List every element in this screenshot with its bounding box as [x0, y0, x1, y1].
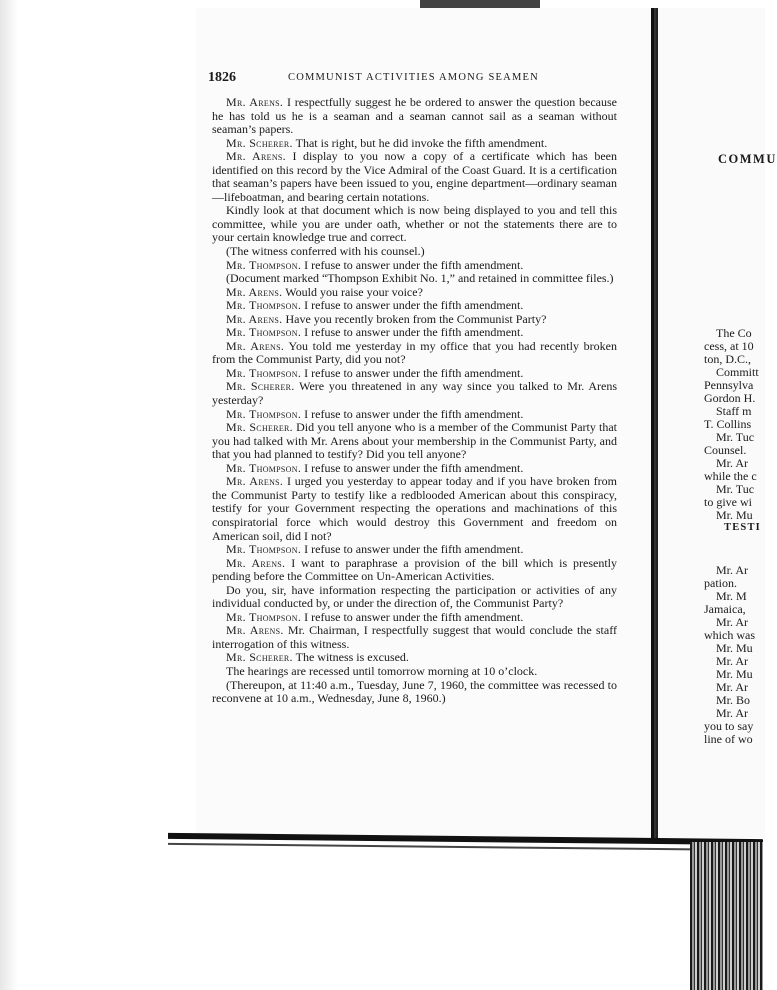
speaker-name: Mr. Thompson.: [226, 406, 302, 421]
speaker-name: Mr. Arens.: [226, 95, 284, 109]
transcript-paragraph: [212, 137, 617, 151]
right-page-line: which was: [704, 628, 755, 642]
paragraph-text: I refuse to answer under the fifth amendment.: [301, 325, 524, 340]
right-page-line: Mr. Tuc: [716, 430, 755, 444]
transcript-paragraph: [212, 272, 617, 286]
paragraph-text: I refuse to answer under the fifth amendment.: [301, 257, 524, 272]
transcript-paragraph: [212, 665, 617, 679]
transcript-paragraph: [212, 299, 617, 313]
right-page: [656, 8, 777, 838]
right-page-line: Mr. Bo: [716, 693, 751, 707]
paragraph-text: That is right, but he did invoke the fifth amendment.: [292, 135, 548, 150]
speaker-name: Mr. Thompson.: [226, 298, 302, 313]
transcript-paragraph: [212, 475, 617, 543]
speaker-name: Mr. Thompson.: [226, 460, 302, 475]
right-page-line: ton, D.C.,: [704, 352, 752, 366]
paragraph-text: Did you tell anyone who is a member of the Communist Party that you had talked with Mr. Arens about your membership in the Communist Party, and that you had planned to testify? Did you tell anyone?: [212, 420, 617, 462]
paragraph-text: (The witness conferred with his counsel.): [226, 244, 425, 259]
paragraph-text: You told me yesterday in my office that you had recently broken from the Communist Party, did you not?: [212, 338, 617, 367]
right-page-line: cess, at 10: [704, 339, 754, 353]
right-page-column: [658, 8, 777, 838]
transcript-paragraph: [212, 611, 617, 625]
transcript-paragraph: [212, 259, 617, 273]
right-page-line: line of wo: [704, 732, 753, 746]
transcript-paragraph: [212, 380, 617, 407]
right-page-line: while the c: [704, 469, 757, 483]
speaker-name: Mr. Scherer.: [226, 650, 293, 665]
transcript-paragraph: [212, 150, 617, 204]
right-page-heading: COMMU: [718, 152, 777, 166]
transcript-paragraph: [212, 245, 617, 259]
speaker-name: Mr. Arens.: [226, 284, 283, 299]
paragraph-text: I respectfully suggest he be ordered to answer the question because he has told us he is a seaman and a seaman cannot sail as a seaman without seaman’s papers.: [212, 95, 617, 137]
right-page-line: Jamaica,: [704, 602, 746, 616]
transcript-paragraph: [212, 557, 617, 584]
right-page-line: Mr. Ar: [716, 456, 749, 470]
right-page-line: Mr. M: [716, 589, 747, 603]
transcript-paragraph: [212, 679, 617, 706]
paragraph-text: (Thereupon, at 11:40 a.m., Tuesday, June 7, 1960, the committee was recessed to reconvene at 10 a.m., Wednesday, June 8, 1960.): [212, 677, 617, 706]
running-head: COMMUNIST ACTIVITIES AMONG SEAMEN: [288, 72, 539, 83]
speaker-name: Mr. Scherer.: [226, 379, 295, 394]
right-page-line: Mr. Mu: [716, 667, 753, 681]
paragraph-text: Would you raise your voice?: [282, 284, 423, 299]
speaker-name: Mr. Arens.: [226, 311, 283, 326]
transcript-paragraph: [212, 326, 617, 340]
transcript-paragraph: [212, 462, 617, 476]
transcript-paragraph: [212, 204, 617, 245]
speaker-name: Mr. Arens.: [226, 338, 285, 353]
speaker-name: Mr. Thompson.: [226, 257, 302, 272]
right-page-line: Mr. Ar: [716, 680, 749, 694]
speaker-name: Mr. Arens.: [226, 474, 284, 489]
right-page-line: Mr. Tuc: [716, 482, 755, 496]
right-page-line: Mr. Ar: [716, 563, 749, 577]
paragraph-text: I refuse to answer under the fifth amendment.: [301, 460, 524, 475]
transcript-paragraph: [212, 340, 617, 367]
speaker-name: Mr. Arens.: [226, 555, 286, 570]
paragraph-text: I refuse to answer under the fifth amendment.: [301, 365, 524, 380]
page-header: [208, 70, 618, 86]
page-number: 1826: [208, 70, 236, 85]
right-page-line: you to say: [704, 719, 754, 733]
paragraph-text: I refuse to answer under the fifth amendment.: [301, 406, 524, 421]
paragraph-text: I want to paraphrase a provision of the bill which is presently pending before the Committee on Un-American Activities.: [212, 555, 617, 584]
transcript-paragraph: [212, 543, 617, 557]
paragraph-text: The witness is excused.: [292, 650, 409, 665]
speaker-name: Mr. Thompson.: [226, 609, 302, 624]
transcript-paragraph: [212, 624, 617, 651]
right-page-line: Mr. Ar: [716, 706, 749, 720]
right-page-line: Committ: [716, 365, 759, 379]
transcript-paragraph: [212, 313, 617, 327]
paragraph-text: The hearings are recessed until tomorrow morning at 10 o’clock.: [226, 663, 538, 678]
right-page-line: Staff m: [716, 404, 752, 418]
transcript-paragraph: [212, 651, 617, 665]
paragraph-text: I refuse to answer under the fifth amendment.: [301, 298, 524, 313]
transcript-paragraph: [212, 584, 617, 611]
book-binding: [690, 842, 763, 990]
paragraph-text: Kindly look at that document which is now being displayed to you and tell this committee, while you are under oath, whether or not the statements there are to your certain knowledge true and correct.: [212, 203, 617, 245]
right-page-line: Mr. Mu: [716, 641, 753, 655]
transcript-paragraph: [212, 421, 617, 462]
paragraph-text: (Document marked “Thompson Exhibit No. 1,” and retained in committee files.): [226, 271, 614, 286]
right-page-line: Mr. Mu: [716, 508, 753, 522]
scan-shadow: [0, 0, 18, 990]
right-page-line: Mr. Ar: [716, 654, 749, 668]
speaker-name: Mr. Thompson.: [226, 325, 302, 340]
speaker-name: Mr. Arens.: [226, 623, 284, 638]
right-page-line: to give wi: [704, 495, 752, 509]
speaker-name: Mr. Arens.: [226, 149, 286, 164]
speaker-name: Mr. Scherer.: [226, 420, 293, 435]
paragraph-text: Have you recently broken from the Communist Party?: [282, 311, 547, 326]
transcript-paragraph: [212, 408, 617, 422]
right-page-subheading: TESTI: [724, 522, 761, 533]
right-page-line: Mr. Ar: [716, 615, 749, 629]
paragraph-text: I refuse to answer under the fifth amendment.: [301, 609, 524, 624]
right-page-line: T. Collins: [704, 417, 752, 431]
speaker-name: Mr. Thompson.: [226, 542, 302, 557]
right-page-line: Gordon H.: [704, 391, 756, 405]
right-page-line: Counsel.: [704, 443, 747, 457]
paragraph-text: Were you threatened in any way since you talked to Mr. Arens yesterday?: [212, 379, 618, 408]
transcript-paragraph: [212, 96, 617, 137]
paragraph-text: I refuse to answer under the fifth amendment.: [301, 542, 524, 557]
speaker-name: Mr. Thompson.: [226, 365, 302, 380]
speaker-name: Mr. Scherer.: [226, 135, 293, 150]
transcript-paragraph: [212, 367, 617, 381]
right-page-line: pation.: [704, 576, 737, 590]
paragraph-text: Mr. Chairman, I respectfully suggest that would conclude the staff interrogation of this witness.: [212, 623, 617, 651]
transcript-paragraph: [212, 286, 617, 300]
right-page-line: The Co: [716, 326, 752, 340]
paragraph-text: I display to you now a copy of a certificate which has been identified on this record by the Vice Admiral of the Coast Guard. It is a certification that seaman’s papers have been issued to you, engine department—ordinary seaman—lifeboatman, and bearing certain notations.: [212, 149, 617, 204]
transcript-body: [212, 96, 617, 706]
right-page-line: Pennsylva: [704, 378, 754, 392]
paragraph-text: I urged you yesterday to appear today and if you have broken from the Communist Party to testify like a redblooded American about this conspiracy, testify for your Government respecting the operations and machinations of this conspiratorial force which would destroy this Government and freedom on American soil, did I not?: [212, 474, 617, 543]
paragraph-text: Do you, sir, have information respecting the participation or activities of any individual conducted by, or under the direction of, the Communist Party?: [212, 582, 617, 611]
